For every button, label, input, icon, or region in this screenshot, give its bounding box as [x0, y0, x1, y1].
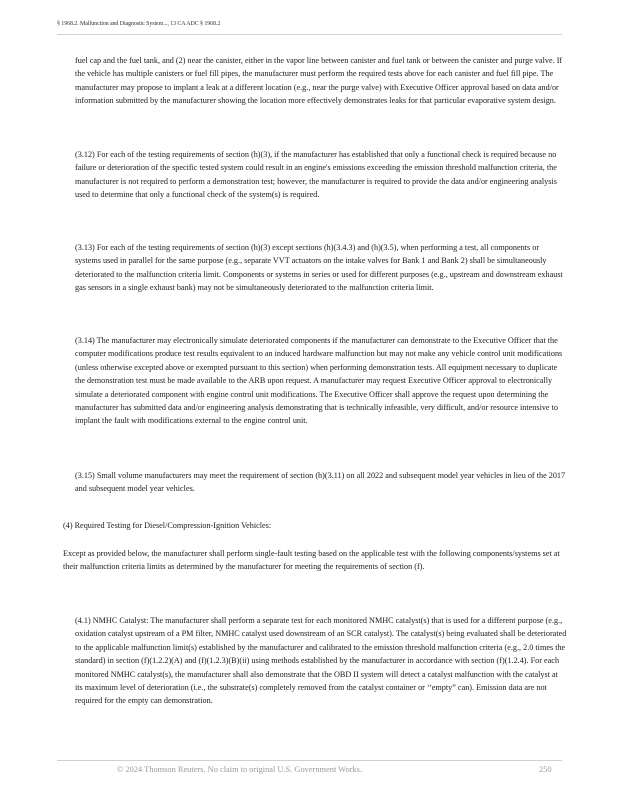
footer-copyright: © 2024 Thomson Reuters. No claim to original U.S. Government Works. — [117, 765, 362, 774]
paragraph-3-13: (3.13) For each of the testing requirements of section (h)(3) except sections (h)(3.4.3) and (h)(3.5), when performing a test, all components or systems used in parallel for the same purpose (e.g., separate VVT actuators on the intake valves for Bank 1 and Bank 2) shall be simultaneously deteriorated to the malfunction criteria limit. Components or systems in series or used for different purposes (e.g., upstream and downstream exhaust gas sensors in a single exhaust bank) may not be simultaneously deteriorated to the malfunction criteria limit. — [75, 243, 563, 293]
header-divider — [57, 34, 562, 35]
paragraph-evap-leak-location: fuel cap and the fuel tank, and (2) near the canister, either in the vapor line between canister and fuel tank or between the canister and purge valve. If the vehicle has multiple canisters or fuel fill pipes, the manufacturer must perform the required tests above for each canister and fuel fill pipe. The manufacturer may propose to implant a leak at a different location (e.g., near the purge valve) with Executive Officer approval based on data and/or information submitted by the manufacturer showing the location more effectively demonstrates leaks for that particular evaporative system design. — [75, 56, 563, 106]
paragraph-3-14: (3.14) The manufacturer may electronically simulate deteriorated components if the manufacturer can demonstrate to the Executive Officer that the computer modifications produce test results equivalent to an induced hardware malfunction but may not make any vehicle control unit modifications (unless otherwise excepted above or exempted pursuant to this section) when performing demonstration tests. All equipment necessary to duplicate the demonstration test must be made available to the ARB upon request. A manufacturer may request Executive Officer approval to electronically simulate a deteriorated component with engine control unit modifications. The Executive Officer shall approve the request upon determining the manufacturer has submitted data and/or engineering analysis demonstrating that is technically infeasible, very difficult, and/or resource intensive to implant the fault with modifications external to the engine control unit. — [75, 336, 563, 426]
page-number: 250 — [539, 765, 552, 774]
paragraph-3-12: (3.12) For each of the testing requirements of section (h)(3), if the manufacturer has established that only a functional check is required because no failure or deterioration of the specific tested system could result in an engine's emissions exceeding the emission threshold malfunction criteria, the manufacturer is not required to perform a demonstration test; however, the manufacturer is required to provide the data and/or engineering analysis used to determine that only a functional check of the system(s) is required. — [75, 150, 557, 200]
paragraph-3-15: (3.15) Small volume manufacturers may meet the requirement of section (h)(3.11) on all 2022 and subsequent model year vehicles in lieu of the 2017 and subsequent model year vehicles. — [75, 471, 566, 494]
footer-divider — [57, 760, 562, 761]
paragraph-section-4-intro: Except as provided below, the manufacturer shall perform single-fault testing based on the applicable test with the following components/systems set at their malfunction criteria limits as determined by the manufacturer for meeting the requirements of section (f). — [63, 549, 560, 572]
paragraph-4-1-nmhc-catalyst: (4.1) NMHC Catalyst: The manufacturer shall perform a separate test for each monitored NMHC catalyst(s) that is used for a different purpose (e.g., oxidation catalyst upstream of a PM filter, NMHC catalyst used downstream of an SCR catalyst). The catalyst(s) being evaluated shall be deteriorated to the applicable malfunction limit(s) established by the manufacturer and calibrated to the emission threshold malfunction criteria (e.g., 2.0 times the standard) in section (f)(1.2.2)(A) and (f)(1.2.3)(B)(ii) using methods established by the manufacturer in accordance with section (f)(1.2.4). For each monitored NMHC catalyst(s), the manufacturer shall also demonstrate that the OBD II system will detect a catalyst malfunction with the catalyst at its maximum level of deterioration (i.e., the substrate(s) completely removed from the catalyst container or ‘‘empty” can). Emission data are not required for the empty can demonstration. — [75, 616, 567, 706]
running-header: § 1968.2. Malfunction and Diagnostic System..., 13 CA ADC § 1968.2 — [57, 21, 221, 27]
section-heading-4: (4) Required Testing for Diesel/Compression-Ignition Vehicles: — [63, 521, 272, 530]
